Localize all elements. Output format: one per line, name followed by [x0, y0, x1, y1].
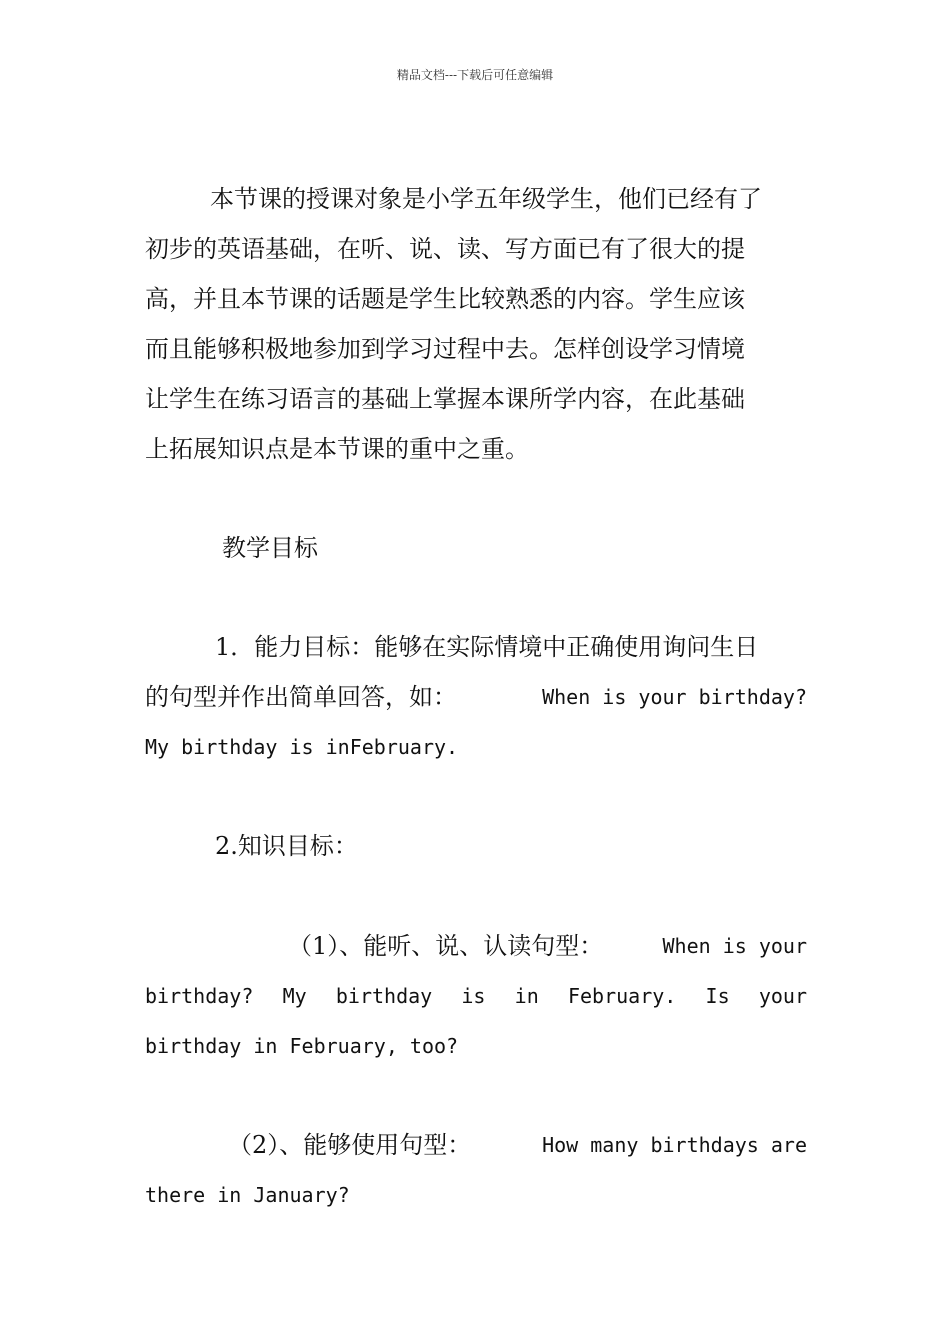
item1-en: When is your	[662, 934, 807, 958]
goal1-line: My birthday is inFebruary.	[145, 735, 459, 759]
item2-en: How many birthdays are	[542, 1133, 807, 1157]
item2-line: there in January?	[145, 1183, 350, 1207]
intro-line: 初步的英语基础，在听、说、读、写方面已有了很大的提	[145, 235, 745, 263]
section-title: 教学目标	[222, 534, 318, 562]
goal1-en: When is your birthday?	[542, 685, 807, 709]
intro-line: 本节课的授课对象是小学五年级学生，他们已经有了	[210, 185, 762, 213]
goal2-title: 2.知识目标：	[215, 832, 358, 860]
intro-line: 让学生在练习语言的基础上掌握本课所学内容，在此基础	[145, 385, 745, 413]
item1-line: birthday? My birthday is in February. Is your	[145, 984, 807, 1008]
page-header: 精品文档---下载后可任意编辑	[396, 68, 554, 82]
goal1-cn: 的句型并作出简单回答，如：	[145, 683, 457, 711]
item1-cn: （1）、能听、说、认读句型：	[288, 932, 604, 960]
item1-line: birthday in February, too?	[145, 1034, 459, 1058]
intro-line: 而且能够积极地参加到学习过程中去。怎样创设学习情境	[145, 335, 745, 363]
item1-line	[288, 930, 807, 962]
intro-line: 高，并且本节课的话题是学生比较熟悉的内容。学生应该	[145, 285, 745, 313]
item2-line	[228, 1129, 807, 1161]
goal1-line: 1．能力目标：能够在实际情境中正确使用询问生日	[215, 633, 759, 661]
item2-cn: （2）、能够使用句型：	[228, 1131, 472, 1159]
intro-line: 上拓展知识点是本节课的重中之重。	[145, 435, 529, 463]
goal1-line	[145, 681, 807, 713]
